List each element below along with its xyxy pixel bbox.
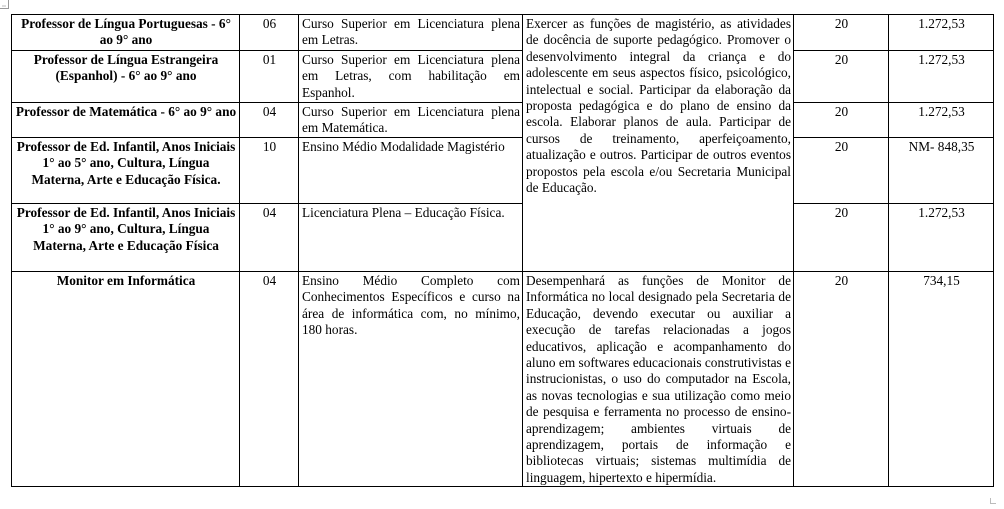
table-row [12,138,994,204]
vacancies-cell: 06 [240,15,299,51]
duties-monitor-cell: Desempenhará as funções de Monitor de Informática no local designado pela Secretaria de Educação, devendo executar ou auxiliar a execução de tarefas relacionadas a jogos educativos, aplicação e acompanhamento do aluno em softwares educacionais construtivistas e instrucionistas, o uso do computador na Escola, as novas tecnologias e sua utilização como meio de pesquisa e ferramenta no processo de ensino-aprendizagem; ambientes virtuais de aprendizagem, portais de informação e bibliotecas virtuais; sistemas multimídia de linguagem, hipertexto e hipermídia. [523,272,794,487]
hours-cell: 20 [794,204,889,272]
requirement-cell: Licenciatura Plena – Educação Física. [299,204,523,272]
salary-cell: 1.272,53 [889,15,994,51]
hours-cell: 20 [794,138,889,204]
requirement-cell: Curso Superior em Licenciatura plena em Letras. [299,15,523,51]
salary-cell: 1.272,53 [889,51,994,103]
table-row [12,15,994,51]
table-row [12,272,994,487]
vacancies-cell: 04 [240,204,299,272]
vacancies-cell: 10 [240,138,299,204]
page-edge-marker-icon [990,491,996,497]
vacancies-cell: 04 [240,103,299,138]
vacancies-cell: 04 [240,272,299,487]
table-row [12,204,994,272]
table-row [12,103,994,138]
page-corner-marker-icon [0,0,9,9]
requirement-cell: Curso Superior em Licenciatura plena em Matemática. [299,103,523,138]
role-cell: Professor de Matemática - 6° ao 9° ano [12,103,240,138]
salary-cell: NM- 848,35 [889,138,994,204]
salary-cell: 1.272,53 [889,204,994,272]
duties-teachers-cell: Exercer as funções de magistério, as atividades de docência de suporte pedagógico. Promover o desenvolvimento integral da criança e do adolescente em seus aspectos físico, psicológico, intelectual e social. Participar da elaboração da proposta pedagógica e do plano de ensino da escola. Elaborar planos de aula. Participar de cursos de treinamento, aperfeiçoamento, atualização e outros. Participar de outros eventos propostos pela escola e/ou Secretaria Municipal de Educação. [523,15,794,272]
role-cell: Professor de Língua Estrangeira (Espanhol) - 6° ao 9° ano [12,51,240,103]
hours-cell: 20 [794,51,889,103]
requirement-cell: Ensino Médio Modalidade Magistério [299,138,523,204]
requirement-cell: Curso Superior em Licenciatura plena em Letras, com habilitação em Espanhol. [299,51,523,103]
hours-cell: 20 [794,103,889,138]
hours-cell: 20 [794,272,889,487]
salary-cell: 734,15 [889,272,994,487]
role-cell: Professor de Língua Portuguesas - 6° ao 9° ano [12,15,240,51]
salary-cell: 1.272,53 [889,103,994,138]
job-positions-table [11,14,994,487]
role-cell: Professor de Ed. Infantil, Anos Iniciais 1° ao 9° ano, Cultura, Língua Materna, Arte e Educação Física [12,204,240,272]
hours-cell: 20 [794,15,889,51]
vacancies-cell: 01 [240,51,299,103]
role-cell: Professor de Ed. Infantil, Anos Iniciais 1° ao 5° ano, Cultura, Língua Materna, Arte e Educação Física. [12,138,240,204]
requirement-cell: Ensino Médio Completo com Conhecimentos Específicos e curso na área de informática com, no mínimo, 180 horas. [299,272,523,487]
role-cell: Monitor em Informática [12,272,240,487]
table-row [12,51,994,103]
